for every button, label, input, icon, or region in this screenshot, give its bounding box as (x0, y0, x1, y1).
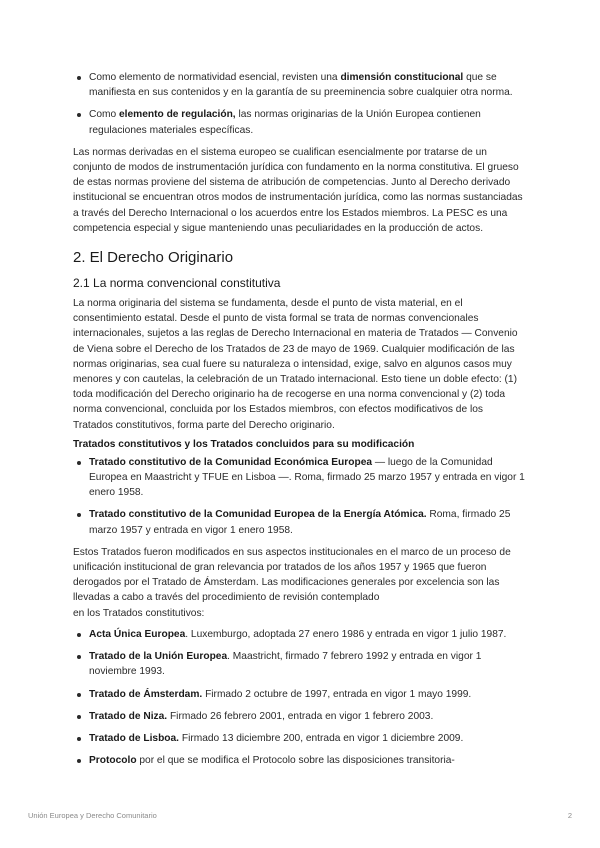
paragraph-derivadas: Las normas derivadas en el sistema europeo se cualifican esencialmente por tratarse de un conjunto de modos de instrumentación jurídica con fundamento en la norma constitutiva. El grueso de estas normas proviene del sistema de atribución de competencias. Junto al Derecho derivado institucional se encuentran otros modos de instrumentación jurídica, como las normas sustanciadas a través del Derecho Internacional o los acuerdos entre los Estados miembros. La PESC es una competencia especial y sigue manteniendo unas peculiaridades en la producción de actos. (73, 146, 523, 234)
tratados-heading: Tratados constitutivos y los Tratados concluidos para su modificación (73, 438, 415, 450)
bullet-icon (77, 737, 81, 741)
list-item: Como elemento de normatividad esencial, revisten una dimensión constitucional que se manifiesta en sus contenidos y en la garantía de su preeminencia sobre cualquier otra norma. (73, 70, 525, 100)
list-item: Como elemento de regulación, las normas originarias de la Unión Europea contienen regulaciones materiales específicas. (73, 107, 525, 137)
paragraph-modificados: Estos Tratados fueron modificados en sus aspectos institucionales en el marco de un proceso de unificación institucional de gran relevancia por tratados de los años 1957 y 1965 que fueron derogados por el Tratado de Ámsterdam. Las modificaciones generales por excelencia son las llevadas a cabo a través del procedimiento de revisión contemplado en los Tratados constitutivos: (73, 546, 511, 619)
page-number: 2 (567, 811, 572, 820)
list-item: Protocolo por el que se modifica el Protocolo sobre las disposiciones transitoria- (73, 753, 525, 768)
bullet-icon (77, 715, 81, 719)
bullet-icon (77, 633, 81, 637)
bullet-icon (77, 461, 81, 465)
page-footer (28, 811, 572, 820)
paragraph-originaria: La norma originaria del sistema se fundamenta, desde el punto de vista material, en el consentimiento estatal. Desde el punto de vista formal se trata de normas convencionales internacionales, sujetos a las reglas de Derecho Internacional en materia de Tratados — Convenio de Viena sobre el Derecho de los Tratados de 23 de mayo de 1969. Cualquier modificación de las normas originarias, sea cual fuere su naturaleza o intensidad, exige, salvo en algunos casos muy menores y con cautelas, la celebración de un Tratado internacional. Esto tiene un doble efecto: (1) toda modificación del Derecho originario ha de recogerse en una norma convencional y (2) toda norma convencional, concluida por los Estados miembros, con efectos modificativos de los Tratados constitutivos, forma parte del Derecho originario. (73, 298, 518, 431)
bullet-icon (77, 693, 81, 697)
footer-title: Unión Europea y Derecho Comunitario (28, 811, 157, 820)
bullet-icon (77, 655, 81, 659)
list-item: Tratado de Lisboa. Firmado 13 diciembre 200, entrada en vigor 1 diciembre 2009. (73, 731, 525, 746)
bullet-icon (77, 759, 81, 763)
list-item: Tratado de Niza. Firmado 26 febrero 2001, entrada en vigor 1 febrero 2003. (73, 709, 525, 724)
bullet-icon (77, 513, 81, 517)
modificaciones-list (73, 627, 525, 768)
tratados-list (73, 455, 525, 538)
bullet-icon (77, 113, 81, 117)
list-item: Tratado de la Unión Europea. Maastricht, firmado 7 febrero 1992 y entrada en vigor 1 noviembre 1993. (73, 649, 525, 679)
subsection-title: 2.1 La norma convencional constitutiva (73, 276, 281, 291)
bullet-icon (77, 76, 81, 80)
list-item: Tratado de Ámsterdam. Firmado 2 octubre de 1997, entrada en vigor 1 mayo 1999. (73, 687, 525, 702)
list-item: Tratado constitutivo de la Comunidad Económica Europea — luego de la Comunidad Europea en Maastricht y TFUE en Lisboa —. Roma, firmado 25 marzo 1957 y entrada en vigor 1 enero 1958. (73, 455, 525, 501)
intro-bullet-list (73, 70, 525, 138)
section-title: 2. El Derecho Originario (73, 249, 234, 267)
list-item: Acta Única Europea. Luxemburgo, adoptada 27 enero 1986 y entrada en vigor 1 julio 1987. (73, 627, 525, 642)
document-page (73, 70, 525, 775)
list-item: Tratado constitutivo de la Comunidad Europea de la Energía Atómica. Roma, firmado 25 marzo 1957 y entrada en vigor 1 enero 1958. (73, 507, 525, 537)
